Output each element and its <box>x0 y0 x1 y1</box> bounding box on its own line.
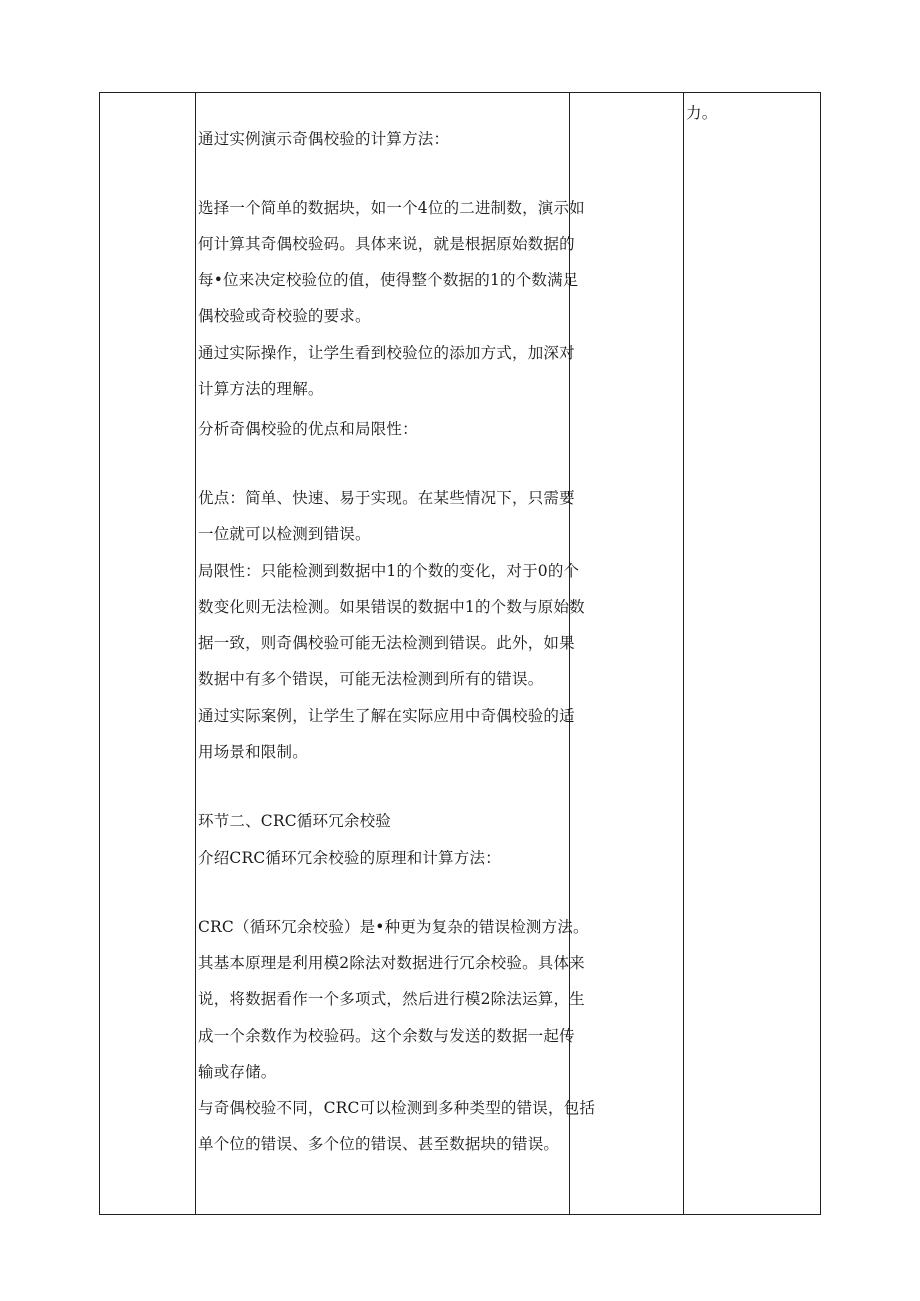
text-line: 数变化则无法检测。如果错误的数据中1的个数与原始数 <box>198 598 585 616</box>
text-line: 偶校验或奇校验的要求。 <box>198 307 371 325</box>
text-line: 选择一个简单的数据块，如一个4位的二进制数，演示如 <box>198 199 585 217</box>
text-line: 每•位来决定校验位的值，使得整个数据的1的个数满足 <box>198 271 579 289</box>
text-line: 通过实际操作，让学生看到校验位的添加方式，加深对 <box>198 344 575 362</box>
document-table <box>99 92 821 1215</box>
column-divider-3 <box>683 93 684 1214</box>
text-line: CRC（循环冗余校验）是•种更为复杂的错误检测方法。 <box>198 918 589 936</box>
text-line: 计算方法的理解。 <box>198 380 324 398</box>
text-line: 介绍CRC循环冗余校验的原理和计算方法： <box>198 849 501 867</box>
text-line: 分析奇偶校验的优点和局限性： <box>198 420 418 438</box>
section-heading: 环节二、CRC循环冗余校验 <box>198 812 391 830</box>
text-line: 成一个余数作为校验码。这个余数与发送的数据一起传 <box>198 1027 575 1045</box>
text-line: 何计算其奇偶校验码。具体来说，就是根据原始数据的 <box>198 235 575 253</box>
text-line: 输或存储。 <box>198 1063 277 1081</box>
text-line: 一位就可以检测到错误。 <box>198 525 371 543</box>
column-divider-1 <box>195 93 196 1214</box>
text-line: 数据中有多个错误，可能无法检测到所有的错误。 <box>198 670 544 688</box>
text-line: 通过实例演示奇偶校验的计算方法： <box>198 130 450 148</box>
text-line: 其基本原理是利用模2除法对数据进行冗余校验。具体来 <box>198 954 585 972</box>
text-line: 与奇偶校验不同，CRC可以检测到多种类型的错误，包括 <box>198 1099 596 1117</box>
text-line: 优点：简单、快速、易于实现。在某些情况下，只需要 <box>198 489 575 507</box>
text-line: 通过实际案例，让学生了解在实际应用中奇偶校验的适 <box>198 707 575 725</box>
text-line: 单个位的错误、多个位的错误、甚至数据块的错误。 <box>198 1135 560 1153</box>
text-line: 说，将数据看作一个多项式，然后进行模2除法运算，生 <box>198 990 585 1008</box>
right-cell-text: 力。 <box>686 104 718 122</box>
right-notes-cell <box>686 93 820 1214</box>
text-line: 据一致，则奇偶校验可能无法检测到错误。此外，如果 <box>198 634 575 652</box>
text-line: 用场景和限制。 <box>198 743 308 761</box>
text-line: 局限性：只能检测到数据中1的个数的变化，对于0的个 <box>198 562 580 580</box>
main-content-cell <box>198 93 596 1214</box>
